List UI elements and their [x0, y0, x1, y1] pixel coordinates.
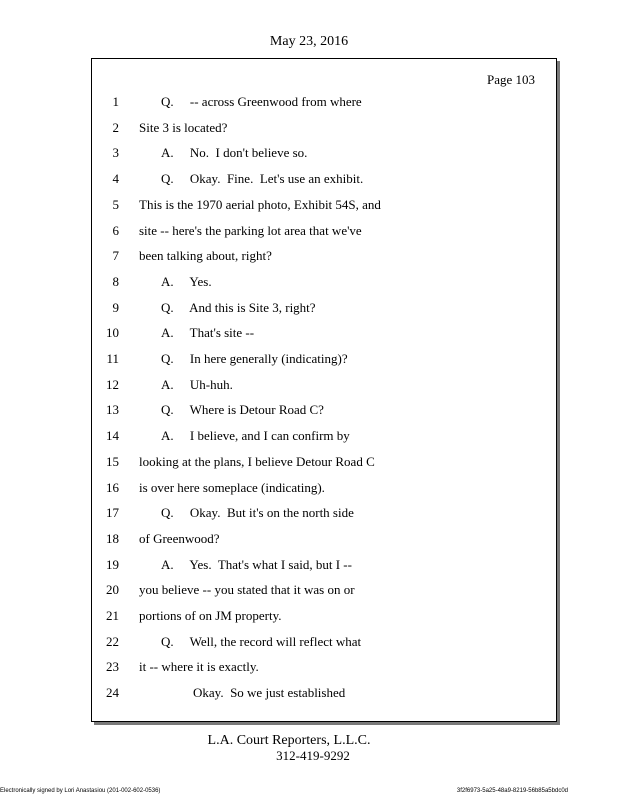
line-number: 9 [112, 299, 119, 315]
line-number: 5 [112, 196, 119, 212]
line-number: 1 [112, 94, 119, 109]
transcript-line: A. That's site -- [161, 325, 255, 341]
court-reporter-phone: 312-419-9292 [276, 748, 350, 763]
deposition-date: May 23, 2016 [269, 34, 349, 49]
transcript-line: Q. Okay. But it's on the north side [161, 505, 354, 521]
transcript-line: Okay. So we just established [193, 685, 346, 701]
transcript-line: Site 3 is located? [139, 119, 228, 135]
line-number: 10 [106, 325, 119, 341]
line-number: 19 [106, 556, 119, 572]
transcript-line: A. Yes. [161, 273, 212, 289]
line-number: 20 [106, 582, 119, 598]
page-number: Page 103 [486, 72, 535, 87]
line-number: 16 [106, 479, 119, 495]
line-number: 22 [106, 633, 119, 649]
line-number: 24 [106, 685, 119, 701]
line-number: 21 [106, 608, 119, 623]
transcript-line: A. Yes. That's what I said, but I -- [161, 556, 352, 572]
line-number: 13 [106, 402, 119, 418]
line-number: 15 [106, 453, 119, 469]
line-number: 17 [106, 505, 119, 521]
transcript-line: site -- here's the parking lot area that we've [139, 222, 362, 238]
transcript-line: Q. Where is Detour Road C? [161, 402, 324, 418]
line-number: 11 [106, 351, 119, 366]
transcript-line: Q. And this is Site 3, right? [161, 299, 316, 315]
transcript-line: Q. Okay. Fine. Let's use an exhibit. [161, 171, 364, 187]
transcript-line: A. Uh-huh. [161, 376, 233, 392]
line-number: 12 [106, 376, 119, 392]
line-number: 3 [112, 145, 119, 161]
transcript-line: This is the 1970 aerial photo, Exhibit 54S, and [139, 196, 381, 212]
line-number: 2 [112, 119, 119, 135]
transcript-line: it -- where it is exactly. [139, 659, 259, 675]
transcript-line: you believe -- you stated that it was on or [139, 582, 355, 598]
line-number: 6 [112, 222, 119, 238]
transcript-line: of Greenwood? [139, 530, 220, 546]
line-number: 4 [112, 171, 119, 187]
transcript-page [91, 58, 557, 722]
transcript-line: Q. In here generally (indicating)? [161, 351, 348, 366]
transcript-line: Q. -- across Greenwood from where [161, 94, 362, 109]
document-hash: 3f2f6973-5a25-48a9-8219-56b85a5bdc0d [456, 788, 568, 794]
electronic-signature-note: Electronically signed by Lori Anastasiou (201-002-602-0536) [0, 788, 161, 794]
line-number: 14 [106, 428, 119, 444]
transcript-line: been talking about, right? [139, 248, 272, 264]
transcript-line: A. I believe, and I can confirm by [161, 428, 350, 444]
line-number: 23 [106, 659, 119, 675]
transcript-line: portions of on JM property. [139, 608, 282, 623]
transcript-line: is over here someplace (indicating). [139, 479, 325, 495]
court-reporter-company: L.A. Court Reporters, L.L.C. [207, 733, 371, 748]
transcript-line: Q. Well, the record will reflect what [161, 633, 362, 649]
line-number: 18 [106, 530, 119, 546]
transcript-line: A. No. I don't believe so. [161, 145, 308, 161]
transcript-line: looking at the plans, I believe Detour Road C [139, 453, 375, 469]
line-number: 8 [112, 273, 119, 289]
line-number: 7 [112, 248, 119, 264]
